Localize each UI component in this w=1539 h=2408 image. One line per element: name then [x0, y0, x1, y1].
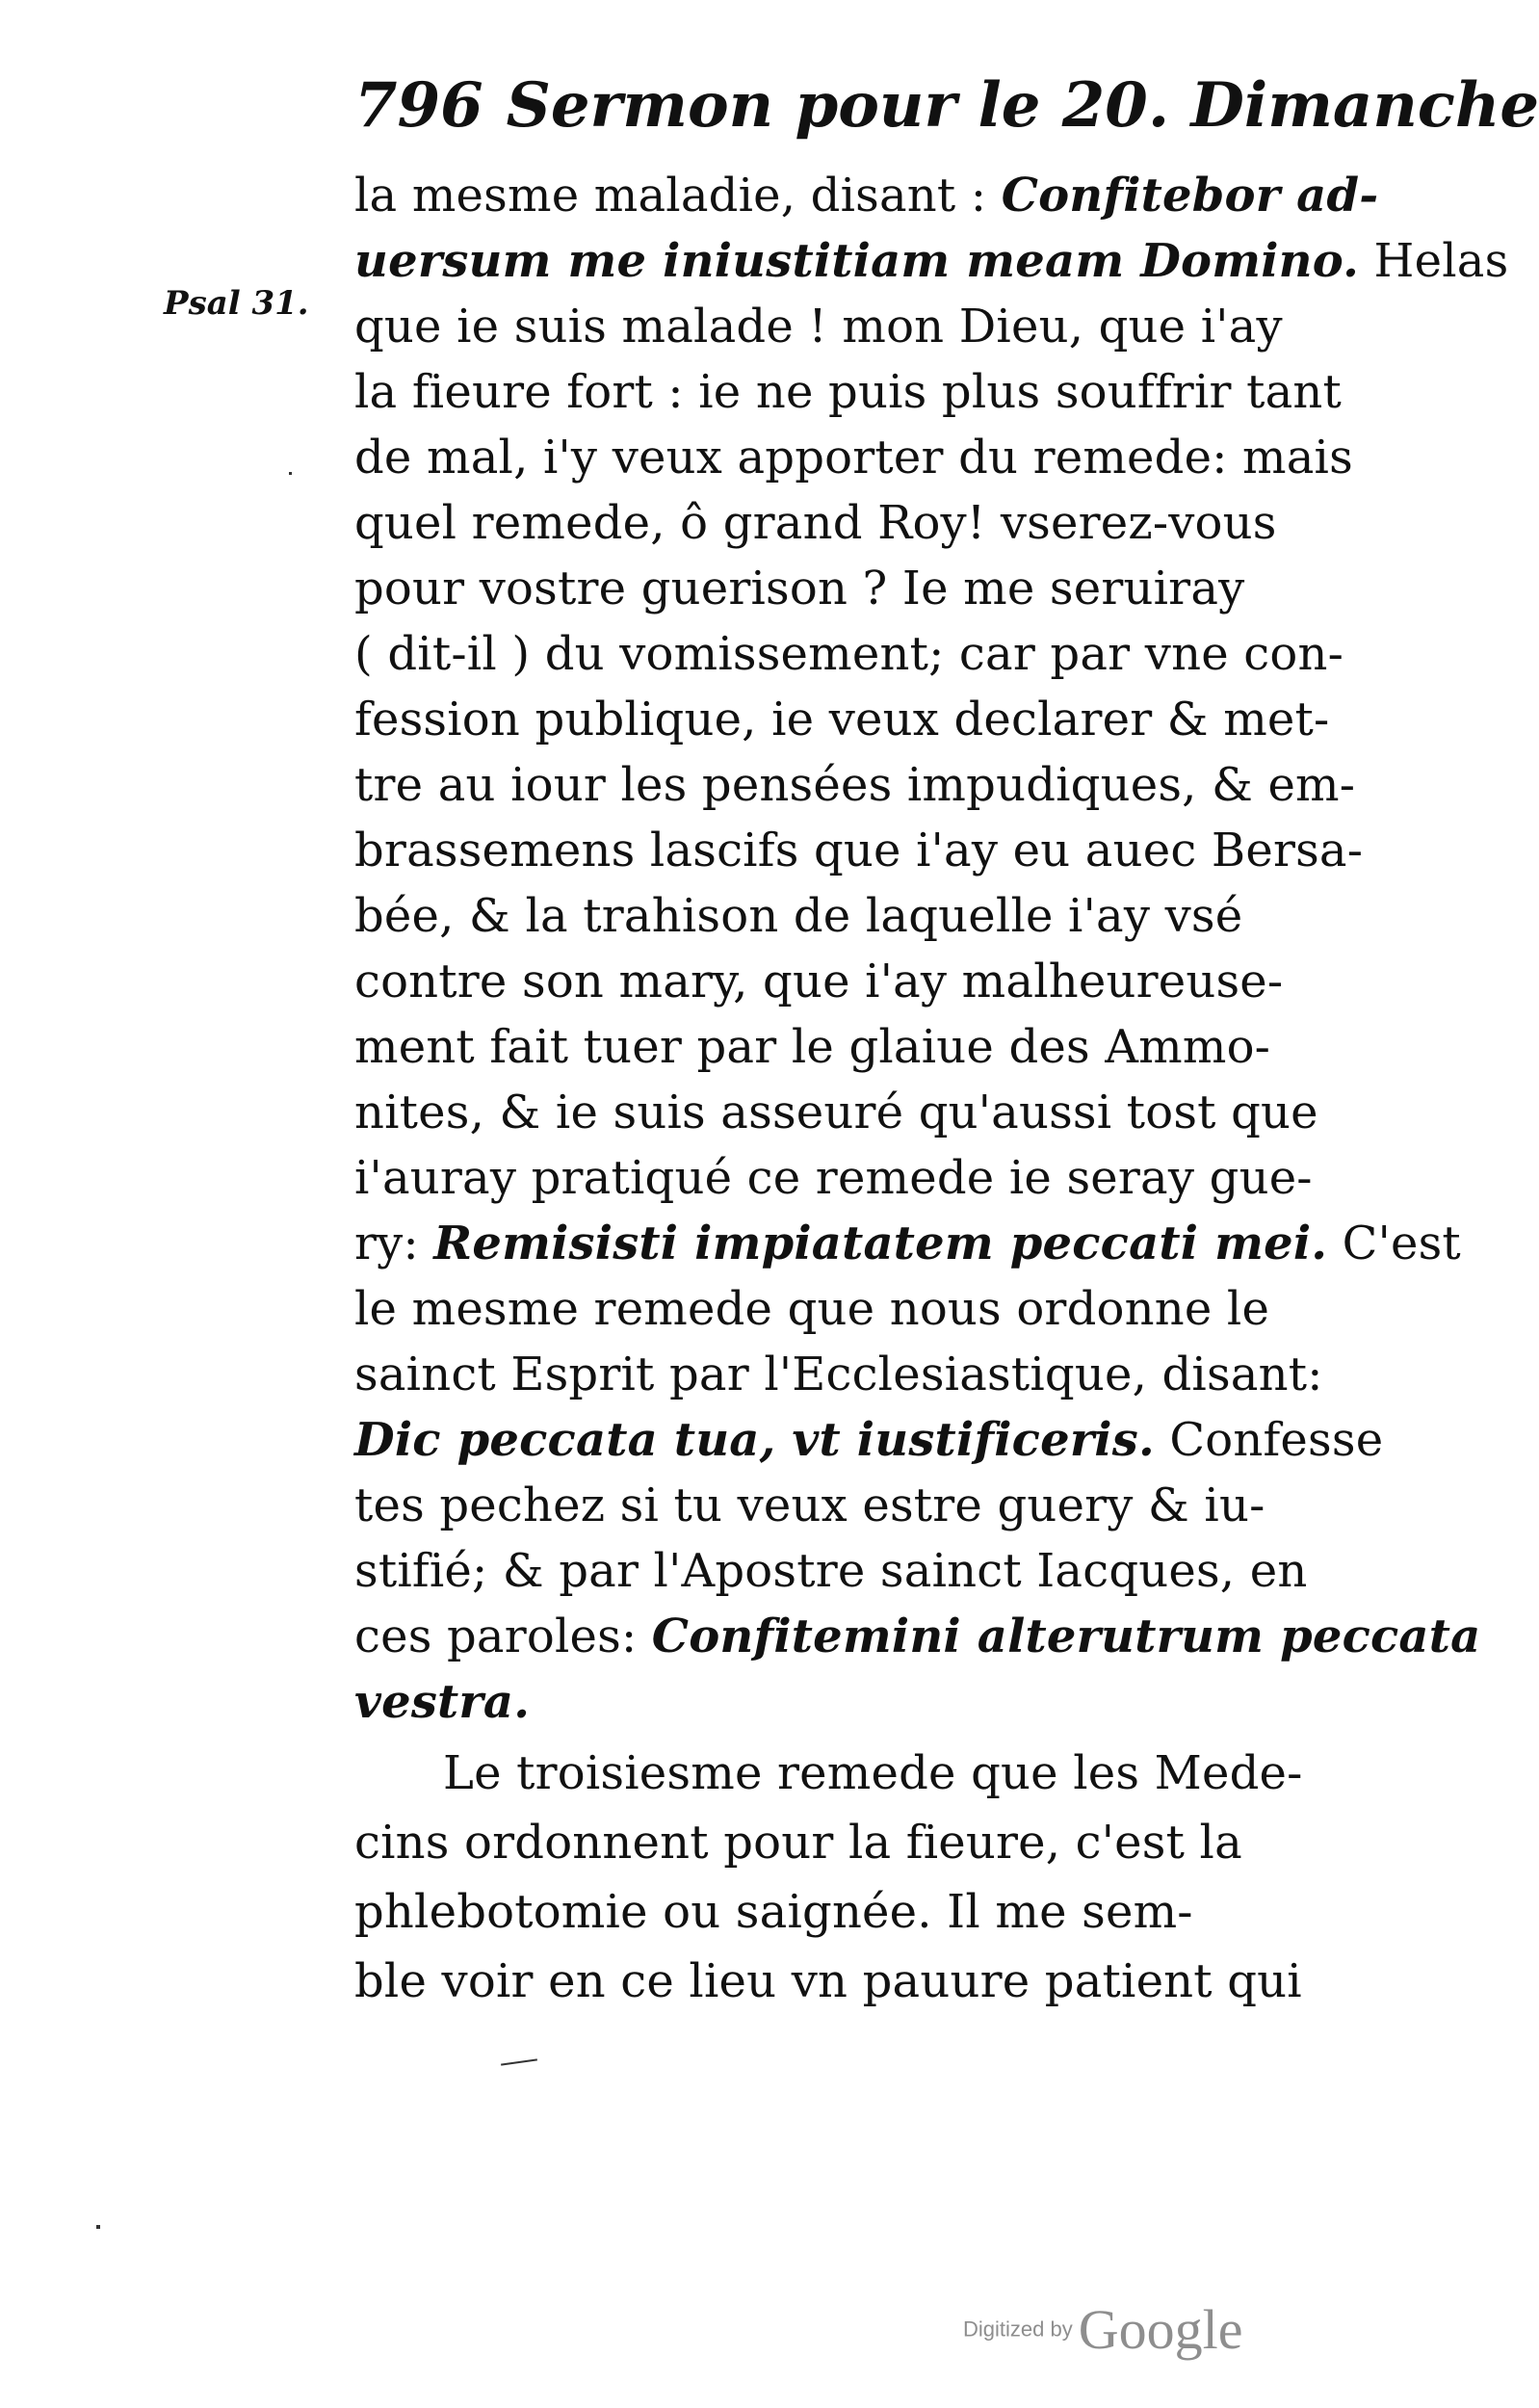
latin-quote: Remisisti impiatatem peccati mei.: [433, 1217, 1328, 1270]
line-text: que ie suis malade ! mon Dieu, que i'ay: [354, 300, 1283, 353]
line-text: ( dit-il ) du vomissement; car par vne con-: [354, 627, 1343, 681]
margin-note: Psal 31.: [164, 284, 309, 323]
text-line: [354, 1938, 1395, 2025]
line-text: phlebotomie ou saignée. Il me sem-: [354, 1885, 1193, 1939]
line-text: la fieure fort : ie ne puis plus souffrir tant: [354, 365, 1343, 419]
line-text: Le troisiesme remede que les Mede-: [443, 1746, 1303, 1800]
line-text: cins ordonnent pour la fieure, c'est la: [354, 1816, 1242, 1870]
line-text: fession publique, ie veux declarer & met-: [354, 693, 1330, 746]
line-text: le mesme remede que nous ordonne le: [354, 1282, 1270, 1336]
line-text: Helas: [1359, 234, 1509, 288]
line-text: tes pechez si tu veux estre guery & iu-: [354, 1479, 1265, 1532]
stray-mark: [96, 2225, 100, 2229]
line-text: i'auray pratiqué ce remede ie seray gue-: [354, 1151, 1313, 1205]
line-text: ry:: [354, 1217, 434, 1270]
running-title: Sermon pour le 20. Dimanche: [506, 69, 1539, 142]
google-logo: Google: [1078, 2298, 1243, 2361]
latin-quote: Dic peccata tua, vt iustificeris.: [354, 1413, 1155, 1467]
line-text: la mesme maladie, disant :: [354, 169, 1002, 222]
line-text: ces paroles:: [354, 1610, 652, 1663]
page-number: 796: [354, 69, 483, 142]
line-text: bée, & la trahison de laquelle i'ay vsé: [354, 889, 1243, 943]
digitized-by-google-watermark: [963, 2297, 1329, 2374]
line-text: Confesse: [1154, 1413, 1384, 1467]
line-text: de mal, i'y veux apporter du remede: mais: [354, 431, 1353, 484]
line-text: pour vostre guerison ? Ie me seruiray: [354, 562, 1245, 615]
stray-mark: [501, 2058, 537, 2065]
page-header: [354, 58, 1539, 154]
line-text: stifié; & par l'Apostre sainct Iacques, en: [354, 1544, 1308, 1598]
line-text: nites, & ie suis asseuré qu'aussi tost que: [354, 1086, 1318, 1139]
line-text: ment fait tuer par le glaiue des Ammo-: [354, 1020, 1271, 1074]
latin-quote: Confitebor ad-: [1001, 169, 1379, 222]
line-text: sainct Esprit par l'Ecclesiastique, disant:: [354, 1348, 1323, 1401]
line-text: ble voir en ce lieu vn pauure patient qui: [354, 1954, 1302, 2008]
line-text: quel remede, ô grand Roy! vserez-vous: [354, 496, 1277, 550]
line-text: brassemens lascifs que i'ay eu auec Bersa-: [354, 824, 1364, 877]
line-text: C'est: [1327, 1217, 1461, 1270]
latin-quote: Confitemini alterutrum peccata: [651, 1610, 1481, 1663]
line-text: tre au iour les pensées impudiques, & em-: [354, 758, 1356, 812]
watermark-prefix: Digitized by: [963, 2316, 1073, 2342]
stray-mark: [289, 472, 292, 475]
line-text: contre son mary, que i'ay malheureuse-: [354, 955, 1284, 1008]
latin-quote: vestra.: [354, 1675, 531, 1729]
latin-quote: uersum me iniustitiam meam Domino.: [354, 234, 1360, 288]
